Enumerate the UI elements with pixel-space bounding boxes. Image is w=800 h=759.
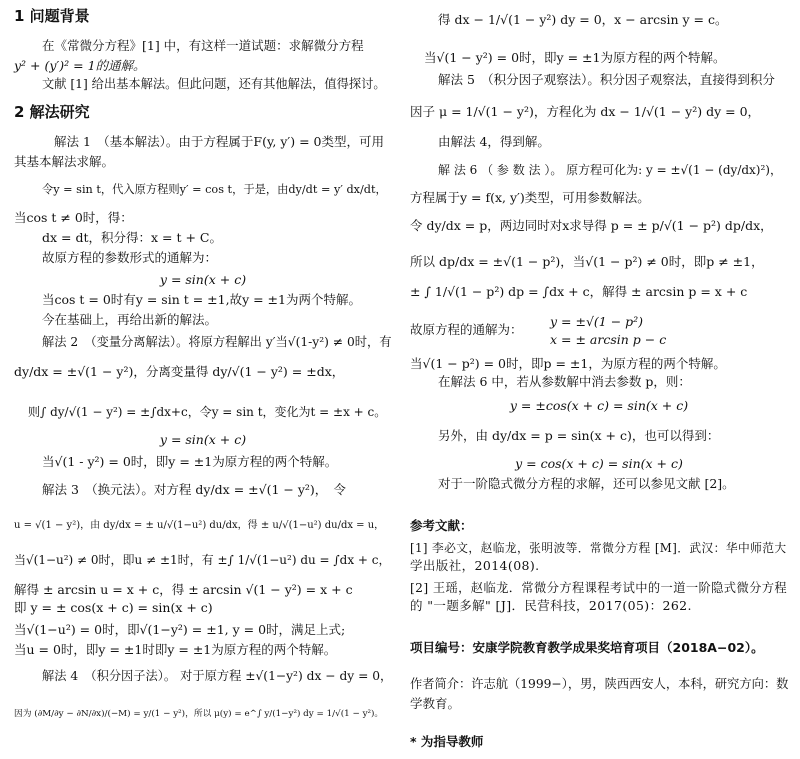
advisor-note: * 为指导教师 xyxy=(410,734,484,749)
equation-line: y² + (y′)² = 1的通解。 xyxy=(14,58,146,73)
reference-entry: 的 "一题多解" [J]．民营科技，2017(05)：262. xyxy=(410,598,692,613)
method2-line: 当√(1 - y²) = 0时，即y = ±1为原方程的两个特解。 xyxy=(42,454,338,469)
method1-line: 解法 1 （基本解法）。由于方程属于F(y, y′) = 0类型，可用 xyxy=(54,134,384,149)
method5-line: 因子 μ = 1/√(1 − y²)，方程化为 dx − 1/√(1 − y²) dy = 0， xyxy=(410,104,761,119)
section-heading-background: 1 问题背景 xyxy=(14,7,90,25)
method1-line: 故原方程的参数形式的通解为： xyxy=(42,250,218,265)
method5-line: 由解法 4，得到解。 xyxy=(438,134,550,149)
method2-line: dy/dx = ±√(1 − y²)，分离变量得 dy/√(1 − y²) = ±dx， xyxy=(14,364,345,379)
equation-centered: y = sin(x + c) xyxy=(159,272,247,287)
method6-line: 另外，由 dy/dx = p = sin(x + c)，也可以得到： xyxy=(438,428,720,443)
method6-line: 令 dy/dx = p，两边同时对x求导得 p = ± p/√(1 − p²) dp/dx， xyxy=(410,218,773,233)
method2-line: 解法 2 （变量分离解法）。将原方程解出 y′当√(1-y²) ≠ 0时，有 xyxy=(42,335,392,349)
equation-centered: y = sin(x + c) xyxy=(159,432,247,447)
equation-centered: y = ±cos(x + c) = sin(x + c) xyxy=(509,398,689,413)
reference-entry: [2] 王瑶，赵临龙．常微分方程课程考试中的一道一阶隐式微分方程 xyxy=(410,581,788,595)
method4-cont-line: 得 dx − 1/√(1 − y²) dy = 0，x − arcsin y = c。 xyxy=(438,12,728,27)
system-equation-bottom: x = ± arcsin p − c xyxy=(550,332,667,347)
paragraph-line: 在《常微分方程》[1] 中，有这样一道试题：求解微分方程 xyxy=(42,38,364,53)
method3-line: 即 y = ± cos(x + c) = sin(x + c) xyxy=(14,600,213,615)
method4-line: 因为 (∂M/∂y − ∂N/∂x)/(−M) = y/(1 − y²)，所以 μ(y) = e^∫ y/(1−y²) dy = 1/√(1 − y²)。 xyxy=(14,709,384,719)
equation-centered: y = cos(x + c) = sin(x + c) xyxy=(515,456,683,471)
method4-cont-line: 当√(1 − y²) = 0时，即y = ±1为原方程的两个特解。 xyxy=(424,50,726,65)
reference-entry: [1] 李必文，赵临龙，张明波等．常微分方程 [M]．武汉：华中师范大 xyxy=(410,541,787,555)
method1-line: 其基本解法求解。 xyxy=(14,154,115,169)
method1-line: dx = dt，积分得：x = t + C。 xyxy=(42,230,222,245)
method1-line: 当cos t = 0时有y = sin t = ±1,故y = ±1为两个特解。 xyxy=(42,292,361,307)
method6-line: 解 法 6 （ 参 数 法 ）。 原方程可化为: y = ±√(1 − (dy/dx)²)， xyxy=(438,163,782,177)
project-number: 项目编号：安康学院教育教学成果奖培育项目（2018A−02）。 xyxy=(410,640,764,655)
author-bio: 作者简介：许志航（1999−），男，陕西西安人，本科，研究方向：数 xyxy=(410,677,789,691)
author-bio: 学教育。 xyxy=(410,696,461,711)
method1-line: 今在基础上，再给出新的解法。 xyxy=(42,312,218,327)
method3-line: 当√(1−u²) = 0时，即√(1−y²) = ±1, y = 0时，满足上式; xyxy=(14,622,346,637)
system-equation-top: y = ±√(1 − p²) xyxy=(550,314,644,329)
method1-line: 当cos t ≠ 0时，得： xyxy=(14,210,133,225)
closing-line: 对于一阶隐式微分方程的求解，还可以参见文献 [2]。 xyxy=(438,476,735,491)
method3-line: 解得 ± arcsin u = x + c，得 ± arcsin √(1 − y²) = x + c xyxy=(14,582,353,597)
method6-line: 当√(1 − p²) = 0时，即p = ±1，为原方程的两个特解。 xyxy=(410,356,726,371)
method3-line: u = √(1 − y²)，由 dy/dx = ± u/√(1−u²) du/dx，得 ± u/√(1−u²) du/dx = u， xyxy=(14,520,385,531)
method3-line: 当u = 0时，即y = ±1时即y = ±1为原方程的两个特解。 xyxy=(14,642,337,657)
method6-line: 在解法 6 中，若从参数解中消去参数 p，则： xyxy=(438,374,691,389)
references-heading: 参考文献： xyxy=(410,518,473,533)
method5-line: 解法 5 （积分因子观察法）。积分因子观察法，直接得到积分 xyxy=(438,72,775,87)
method6-line: ± ∫ 1/√(1 − p²) dp = ∫dx + c，解得 ± arcsin p = x + c xyxy=(410,284,748,299)
method6-line: 故原方程的通解为： xyxy=(410,322,523,337)
method1-line: 令y = sin t，代入原方程则y′ = cos t，于是，由dy/dt = y′ dx/dt， xyxy=(42,183,387,196)
method3-line: 解法 3 （换元法）。对方程 dy/dx = ±√(1 − y²)， 令 xyxy=(42,482,347,497)
method3-line: 当√(1−u²) ≠ 0时，即u ≠ ±1时，有 ±∫ 1/√(1−u²) du = ∫dx + c， xyxy=(14,553,391,567)
paragraph-line: 文献 [1] 给出基本解法。但此问题，还有其他解法，值得探讨。 xyxy=(42,77,386,91)
method2-line: 则∫ dy/√(1 − y²) = ±∫dx+c，令y = sin t，变化为t = ±x + c。 xyxy=(28,405,387,419)
method6-line: 方程属于y = f(x, y′)类型，可用参数解法。 xyxy=(410,190,650,205)
section-heading-methods: 2 解法研究 xyxy=(14,103,90,121)
reference-entry: 学出版社，2014(08). xyxy=(410,558,540,573)
method4-line: 解法 4 （积分因子法）。 对于原方程 ±√(1−y²) dx − dy = 0， xyxy=(42,669,393,683)
method6-line: 所以 dp/dx = ±√(1 − p²)，当√(1 − p²) ≠ 0时，即p ≠ ±1， xyxy=(410,254,764,269)
